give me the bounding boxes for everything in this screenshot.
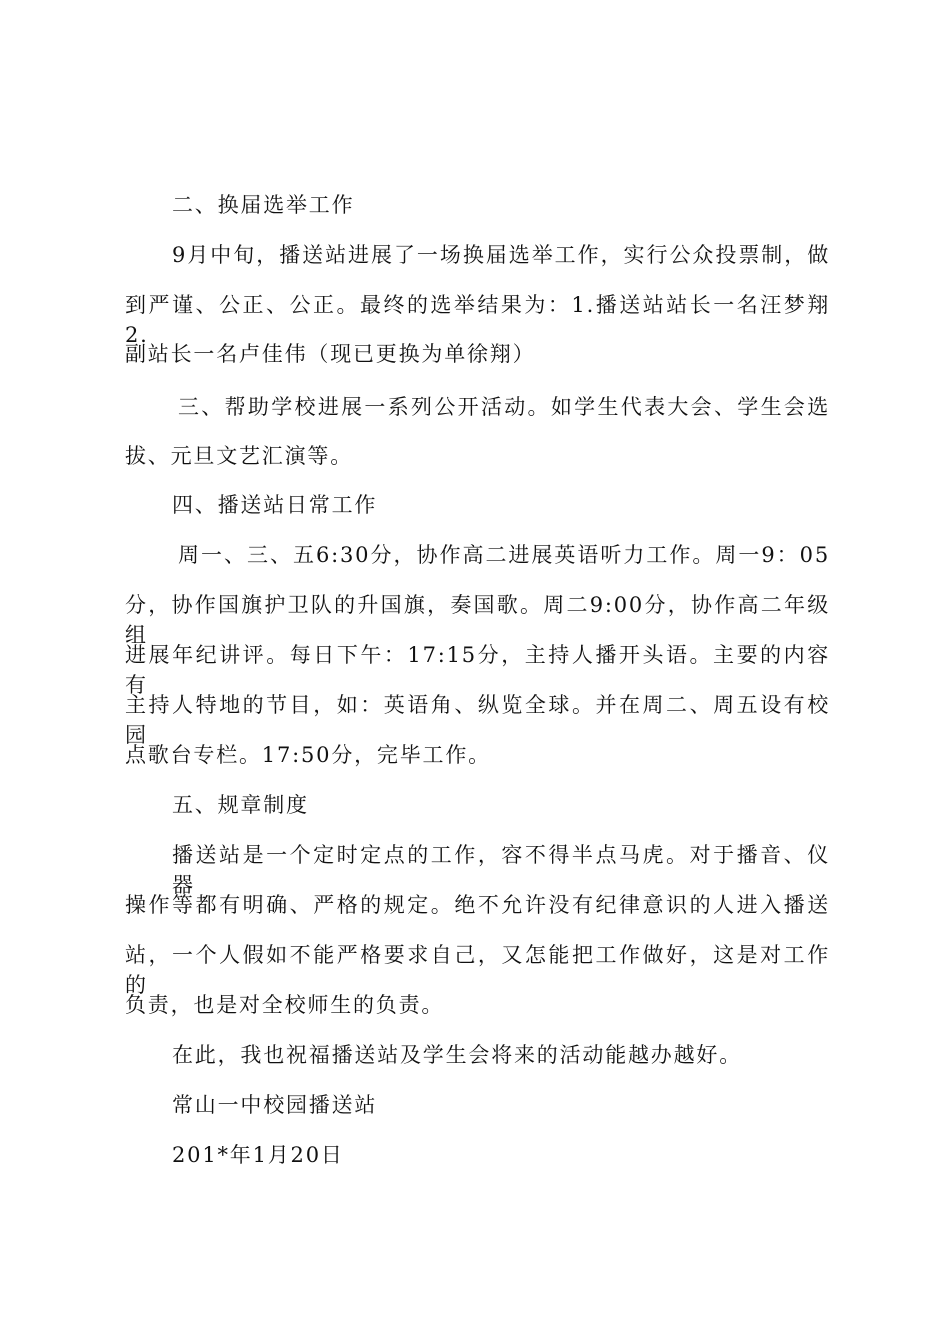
heading-election: 二、换届选举工作 xyxy=(172,193,355,217)
paragraph-line: 进展年纪讲评。每日下午：17:15分，主持人播开头语。主要的内容有 xyxy=(125,643,830,697)
heading-rules: 五、规章制度 xyxy=(172,793,309,817)
closing-wish: 在此，我也祝福播送站及学生会将来的活动能越办越好。 xyxy=(172,1043,742,1067)
paragraph-line: 到严谨、公正、公正。最终的选举结果为：1.播送站站长一名汪梦翔2. xyxy=(125,293,830,347)
paragraph-line: 站，一个人假如不能严格要求自己，又怎能把工作做好，这是对工作的 xyxy=(125,943,830,997)
heading-daily-work: 四、播送站日常工作 xyxy=(172,493,378,517)
paragraph-line: 操作等都有明确、严格的规定。绝不允许没有纪律意识的人进入播送 xyxy=(125,893,830,917)
paragraph-line: 副站长一名卢佳伟（现已更换为单徐翔） xyxy=(125,342,536,366)
paragraph-line: 拔、元旦文艺汇演等。 xyxy=(125,444,353,468)
paragraph-line: 主持人特地的节目，如：英语角、纵览全球。并在周二、周五设有校园 xyxy=(125,693,830,747)
paragraph-line: 负责，也是对全校师生的负责。 xyxy=(125,993,445,1017)
paragraph-line: 播送站是一个定时定点的工作，容不得半点马虎。对于播音、仪器 xyxy=(172,843,830,897)
signature-organization: 常山一中校园播送站 xyxy=(172,1093,378,1117)
paragraph-line: 三、帮助学校进展一系列公开活动。如学生代表大会、学生会选 xyxy=(178,395,830,419)
paragraph-line: 9月中旬，播送站进展了一场换届选举工作，实行公众投票制，做 xyxy=(172,243,830,267)
paragraph-line: 周一、三、五6:30分，协作高二进展英语听力工作。周一9：05 xyxy=(178,543,830,567)
paragraph-line: 点歌台专栏。17:50分，完毕工作。 xyxy=(125,743,491,767)
signature-date: 201*年1月20日 xyxy=(172,1143,344,1167)
paragraph-line: 分，协作国旗护卫队的升国旗，奏国歌。周二9:00分，协作高二年级组 xyxy=(125,593,830,647)
